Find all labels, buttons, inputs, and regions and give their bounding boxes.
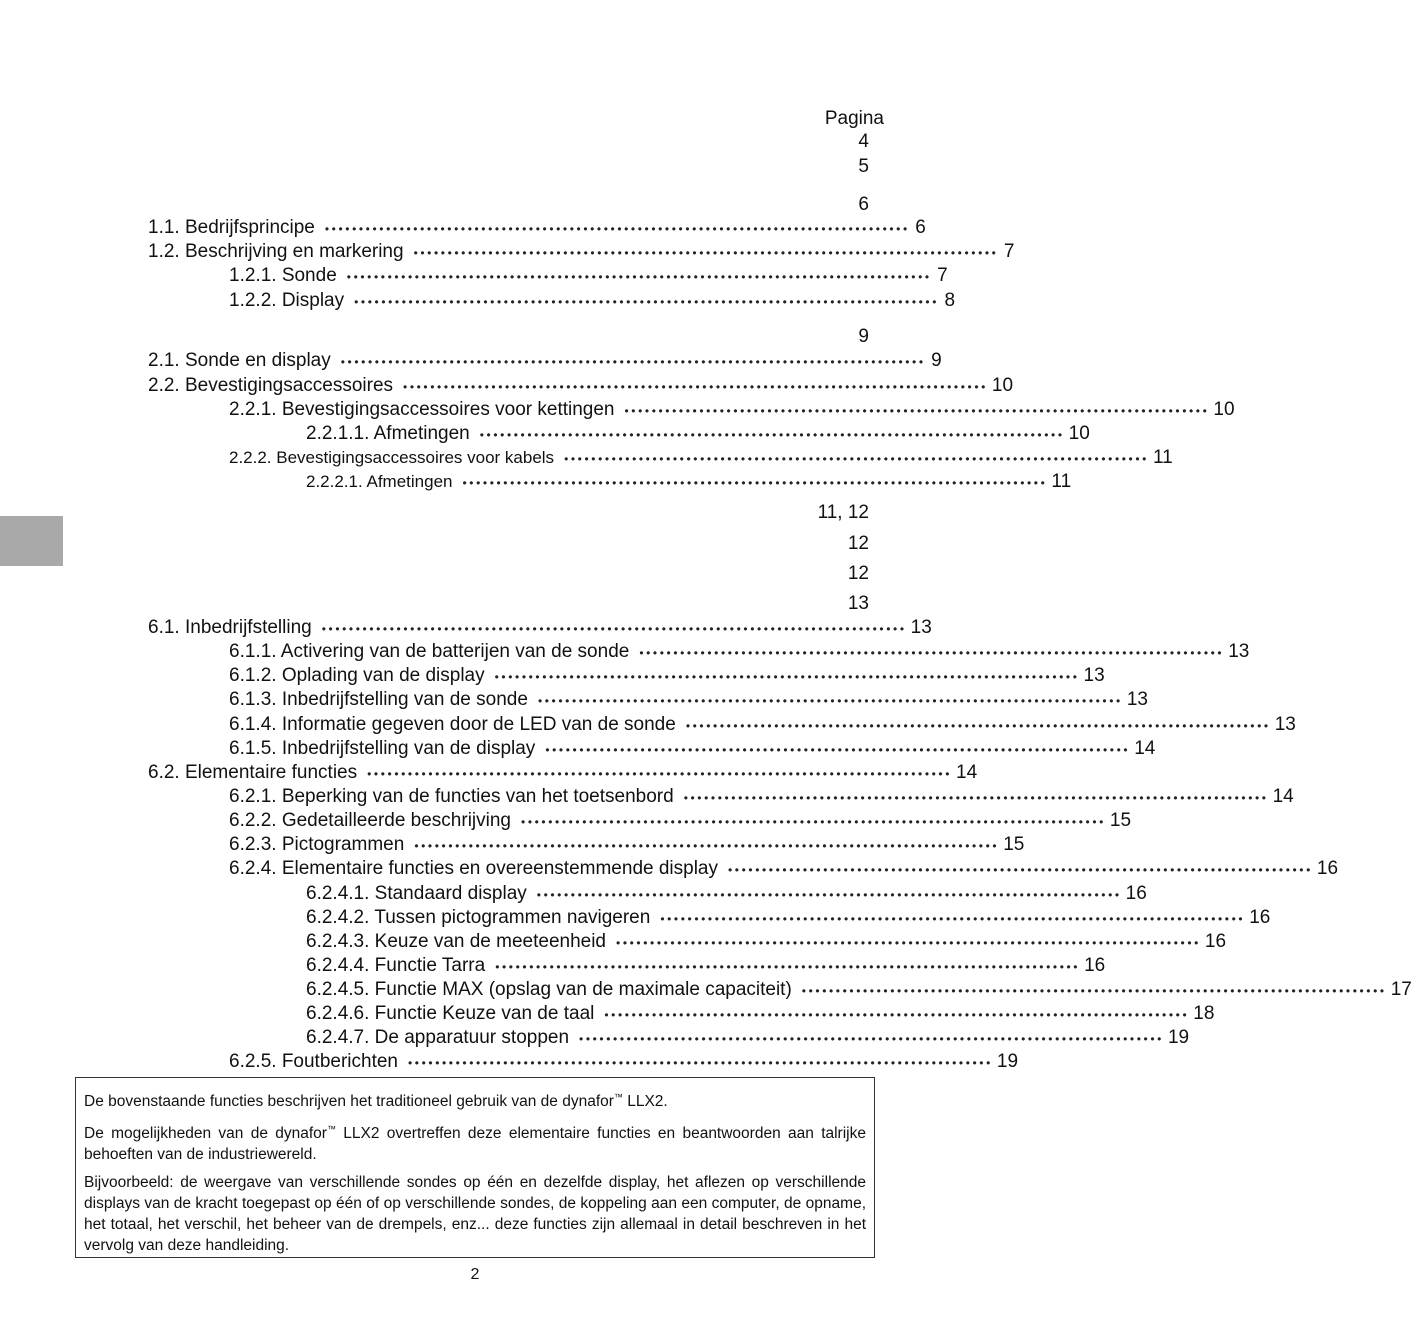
toc-leader-dots: •••••••••••••••••••••••••••••••••••••••••••••••••••••••••••••••••••••••••••••••••••••• — [354, 295, 940, 309]
toc-entry-page: 18 — [1193, 1003, 1215, 1024]
toc-entry-title: 6.1.2. Oplading van de display — [229, 665, 485, 686]
toc-entry[interactable] — [229, 1050, 1019, 1074]
toc-entry[interactable] — [148, 349, 942, 373]
toc-entry[interactable] — [229, 713, 1296, 737]
toc-leader-dots: •••••••••••••••••••••••••••••••••••••••••••••••••••••••••••••••••••••••••••••••••••••• — [462, 476, 1048, 490]
note-paragraph-1 — [84, 1087, 866, 1112]
toc-leader-dots: •••••••••••••••••••••••••••••••••••••••••••••••••••••••••••••••••••••••••••••••••••••• — [624, 404, 1210, 418]
toc-entry-title: 6.2.2. Gedetailleerde beschrijving — [229, 810, 512, 831]
toc-leader-dots: •••••••••••••••••••••••••••••••••••••••••••••••••••••••••••••••••••••••••••••••••••••• — [604, 1008, 1190, 1022]
toc-leader-dots: •••••••••••••••••••••••••••••••••••••••••••••••••••••••••••••••••••••••••••••••••••••• — [324, 222, 910, 236]
toc-entry[interactable] — [306, 1002, 1215, 1026]
toc-entry[interactable] — [229, 446, 1173, 470]
toc-entry-title: 6.2.5. Foutberichten — [229, 1051, 398, 1072]
toc-leader-dots: •••••••••••••••••••••••••••••••••••••••••••••••••••••••••••••••••••••••••••••••••••••• — [639, 646, 1225, 660]
toc-entry-page: 14 — [956, 762, 978, 783]
toc-leader-dots: •••••••••••••••••••••••••••••••••••••••••••••••••••••••••••••••••••••••••••••••••••••• — [683, 791, 1269, 805]
toc-entry-title: 6.2.4.3. Keuze van de meeteenheid — [306, 931, 607, 952]
toc-page-number: 9 — [858, 326, 869, 347]
toc-entry-title: 2.2.2. Bevestigingsaccessoires voor kabels — [229, 448, 555, 467]
toc-page-number: 4 — [858, 131, 869, 152]
note-paragraph-3: Bijvoorbeeld: de weergave van verschillende sondes op één en dezelfde display, het aflezen op verschillende displays van de kracht toegepast op één of op verschillende sondes, de koppeling aan een computer, de opname, het totaal, het verschil, het beheer van de drempels, enz... deze functies zijn allemaal in detail beschreven in het vervolg van deze handleiding. — [84, 1174, 866, 1255]
toc-entry-title: 1.2. Beschrijving en markering — [148, 241, 404, 262]
toc-entry[interactable] — [229, 640, 1250, 664]
toc-page-number: 12 — [847, 563, 869, 584]
toc-leader-dots: •••••••••••••••••••••••••••••••••••••••••••••••••••••••••••••••••••••••••••••••••••••• — [414, 839, 1000, 853]
toc-leader-dots: •••••••••••••••••••••••••••••••••••••••••••••••••••••••••••••••••••••••••••••••••••••• — [545, 743, 1131, 757]
toc-entry-title: 6.1.5. Inbedrijfstelling van de display — [229, 738, 536, 759]
note-text: De mogelijkheden van de dynafor — [84, 1125, 327, 1143]
toc-entry-title: 1.1. Bedrijfsprincipe — [148, 217, 315, 238]
toc-entry-page: 13 — [1083, 665, 1105, 686]
toc-entry-page: 13 — [1126, 689, 1148, 710]
toc-leader-dots: •••••••••••••••••••••••••••••••••••••••••••••••••••••••••••••••••••••••••••••••••••••• — [537, 694, 1123, 708]
toc-entry[interactable] — [229, 833, 1025, 857]
toc-entry-page: 6 — [915, 217, 926, 238]
toc-leader-dots: •••••••••••••••••••••••••••••••••••••••••••••••••••••••••••••••••••••••••••••••••••••• — [685, 719, 1271, 733]
toc-leader-dots: •••••••••••••••••••••••••••••••••••••••••••••••••••••••••••••••••••••••••••••••••••••• — [321, 622, 907, 636]
toc-entry-title: 1.2.1. Sonde — [229, 265, 337, 286]
toc-entry-page: 16 — [1204, 931, 1227, 952]
toc-leader-dots: •••••••••••••••••••••••••••••••••••••••••••••••••••••••••••••••••••••••••••••••••••••• — [494, 670, 1080, 684]
toc-page-number: 12 — [847, 533, 869, 554]
toc-entry[interactable] — [229, 688, 1148, 712]
toc-leader-dots: •••••••••••••••••••••••••••••••••••••••••••••••••••••••••••••••••••••••••••••••••••••• — [616, 936, 1201, 950]
page-number: 2 — [470, 1266, 480, 1283]
note-text: De bovenstaande functies beschrijven het traditioneel gebruik van de dynafor — [84, 1093, 614, 1111]
toc-leader-dots: •••••••••••••••••••••••••••••••••••••••••••••••••••••••••••••••••••••••••••••••••••••• — [340, 355, 926, 369]
toc-entry[interactable] — [148, 374, 1014, 398]
toc-page-number: 6 — [858, 194, 869, 215]
section-tab-marker — [0, 516, 63, 566]
toc-entry-title: 6.1.3. Inbedrijfstelling van de sonde — [229, 689, 528, 710]
toc-entry-page: 19 — [1167, 1027, 1190, 1048]
toc-entry-title: 1.2.2. Display — [229, 290, 345, 311]
toc-entry[interactable] — [229, 264, 948, 288]
toc-entry[interactable] — [306, 930, 1227, 954]
toc-entry-title: 6.2.4.2. Tussen pictogrammen navigeren — [306, 907, 651, 928]
toc-entry[interactable] — [306, 954, 1106, 978]
toc-leader-dots: •••••••••••••••••••••••••••••••••••••••••••••••••••••••••••••••••••••••••••••••••••••• — [728, 863, 1313, 877]
toc-entry-title: 6.2.4.4. Functie Tarra — [306, 955, 486, 976]
note-text: LLX2. — [622, 1093, 668, 1111]
toc-entry-page: 13 — [1274, 714, 1296, 735]
toc-leader-dots: •••••••••••••••••••••••••••••••••••••••••••••••••••••••••••••••••••••••••••••••••••••• — [479, 428, 1065, 442]
toc-entry-title: 6.2.4.7. De apparatuur stoppen — [306, 1027, 570, 1048]
toc-leader-dots: •••••••••••••••••••••••••••••••••••••••••••••••••••••••••••••••••••••••••••••••••••••• — [413, 246, 999, 260]
toc-entry-page: 14 — [1272, 786, 1294, 807]
note-box — [75, 1077, 875, 1258]
toc-entry[interactable] — [229, 737, 1156, 761]
toc-entry-page: 17 — [1390, 979, 1412, 1000]
toc-entry-page: 16 — [1125, 883, 1147, 904]
toc-entry-title: 6.2. Elementaire functies — [148, 762, 358, 783]
toc-entry-page: 15 — [1003, 834, 1025, 855]
toc-leader-dots: •••••••••••••••••••••••••••••••••••••••••••••••••••••••••••••••••••••••••••••••••••••• — [495, 960, 1081, 974]
toc-entry[interactable] — [306, 422, 1090, 446]
toc-leader-dots: •••••••••••••••••••••••••••••••••••••••••••••••••••••••••••••••••••••••••••••••••••••• — [521, 815, 1106, 829]
trademark-symbol: ™ — [613, 1092, 623, 1102]
toc-entry-title: 6.2.1. Beperking van de functies van het toetsenbord — [229, 786, 674, 807]
toc-entry-title: 6.2.4.1. Standaard display — [306, 883, 527, 904]
toc-entry-page: 7 — [937, 265, 948, 286]
toc-leader-dots: •••••••••••••••••••••••••••••••••••••••••••••••••••••••••••••••••••••••••••••••••••••• — [403, 380, 988, 394]
toc-page-number: 11, 12 — [817, 502, 869, 523]
toc-entry-page: 19 — [996, 1051, 1019, 1072]
pagina-column-label: Pagina — [824, 108, 884, 129]
toc-leader-dots: •••••••••••••••••••••••••••••••••••••••••••••••••••••••••••••••••••••••••••••••••••••• — [564, 452, 1149, 466]
toc-entry-title: 2.2.1.1. Afmetingen — [306, 423, 470, 444]
toc-entry[interactable] — [148, 761, 978, 785]
note-text: LLX2 overtreffen deze elementaire functies en beantwoorden aan talrijke behoeften van de industriewereld. — [84, 1125, 866, 1164]
toc-leader-dots: •••••••••••••••••••••••••••••••••••••••••••••••••••••••••••••••••••••••••••••••••••••• — [408, 1056, 993, 1070]
toc-entry-title: 6.2.4.5. Functie MAX (opslag van de maximale capaciteit) — [306, 979, 792, 1000]
toc-entry[interactable] — [229, 857, 1339, 881]
toc-entry[interactable] — [229, 398, 1235, 422]
toc-entry[interactable] — [229, 785, 1294, 809]
toc-leader-dots: •••••••••••••••••••••••••••••••••••••••••••••••••••••••••••••••••••••••••••••••••••••• — [367, 767, 953, 781]
toc-entry[interactable] — [148, 616, 932, 640]
toc-entry-title: 6.1.4. Informatie gegeven door de LED van de sonde — [229, 714, 676, 735]
toc-entry-page: 9 — [931, 350, 942, 371]
note-paragraph-2 — [84, 1119, 866, 1165]
toc-entry-page: 8 — [944, 290, 956, 311]
toc-entry[interactable] — [306, 978, 1412, 1002]
toc-entry[interactable] — [229, 289, 956, 313]
toc-entry-title: 2.2.1. Bevestigingsaccessoires voor kettingen — [229, 399, 615, 420]
toc-leader-dots: •••••••••••••••••••••••••••••••••••••••••••••••••••••••••••••••••••••••••••••••••••••• — [801, 984, 1387, 998]
toc-entry-title: 2.1. Sonde en display — [148, 350, 331, 371]
toc-entry[interactable] — [148, 216, 926, 240]
toc-entry[interactable] — [306, 1026, 1190, 1050]
toc-leader-dots: •••••••••••••••••••••••••••••••••••••••••••••••••••••••••••••••••••••••••••••••••••••• — [346, 270, 932, 284]
toc-entry-page: 13 — [1228, 641, 1250, 662]
toc-entry-page: 10 — [1213, 399, 1235, 420]
toc-entry-page: 16 — [1316, 858, 1339, 879]
toc-entry-page: 10 — [1068, 423, 1090, 444]
toc-entry[interactable] — [306, 906, 1271, 930]
toc-entry-title: 6.1.1. Activering van de batterijen van de sonde — [229, 641, 630, 662]
toc-entry-page: 16 — [1084, 955, 1106, 976]
toc-entry-page: 14 — [1134, 738, 1156, 759]
toc-entry-title: 6.2.4.6. Functie Keuze van de taal — [306, 1003, 595, 1024]
toc-entry-title: 6.1. Inbedrijfstelling — [148, 617, 312, 638]
toc-leader-dots: •••••••••••••••••••••••••••••••••••••••••••••••••••••••••••••••••••••••••••••••••••••• — [579, 1032, 1164, 1046]
toc-entry[interactable] — [306, 882, 1147, 906]
toc-entry[interactable] — [229, 664, 1105, 688]
toc-entry[interactable] — [148, 240, 1015, 264]
toc-page-number: 5 — [858, 156, 869, 177]
toc-entry-page: 15 — [1109, 810, 1132, 831]
toc-entry-page: 10 — [991, 375, 1014, 396]
toc-page-number: 13 — [847, 593, 869, 614]
toc-entry-page: 11 — [1051, 471, 1072, 492]
trademark-symbol: ™ — [326, 1124, 336, 1135]
toc-entry-page: 13 — [910, 617, 932, 638]
toc-entry-title: 6.2.3. Pictogrammen — [229, 834, 405, 855]
toc-entry-title: 2.2.2.1. Afmetingen — [306, 472, 453, 491]
toc-entry[interactable] — [229, 809, 1132, 833]
toc-leader-dots: •••••••••••••••••••••••••••••••••••••••••••••••••••••••••••••••••••••••••••••••••••••• — [660, 912, 1246, 926]
toc-entry-title: 6.2.4. Elementaire functies en overeenstemmende display — [229, 858, 718, 879]
toc-entry-title: 2.2. Bevestigingsaccessoires — [148, 375, 394, 396]
toc-entry-page: 16 — [1249, 907, 1271, 928]
toc-entry-page: 7 — [1003, 241, 1015, 262]
toc-entry[interactable] — [306, 470, 1072, 494]
toc-entry-page: 11 — [1152, 447, 1173, 468]
toc-leader-dots: •••••••••••••••••••••••••••••••••••••••••••••••••••••••••••••••••••••••••••••••••••••• — [536, 888, 1122, 902]
